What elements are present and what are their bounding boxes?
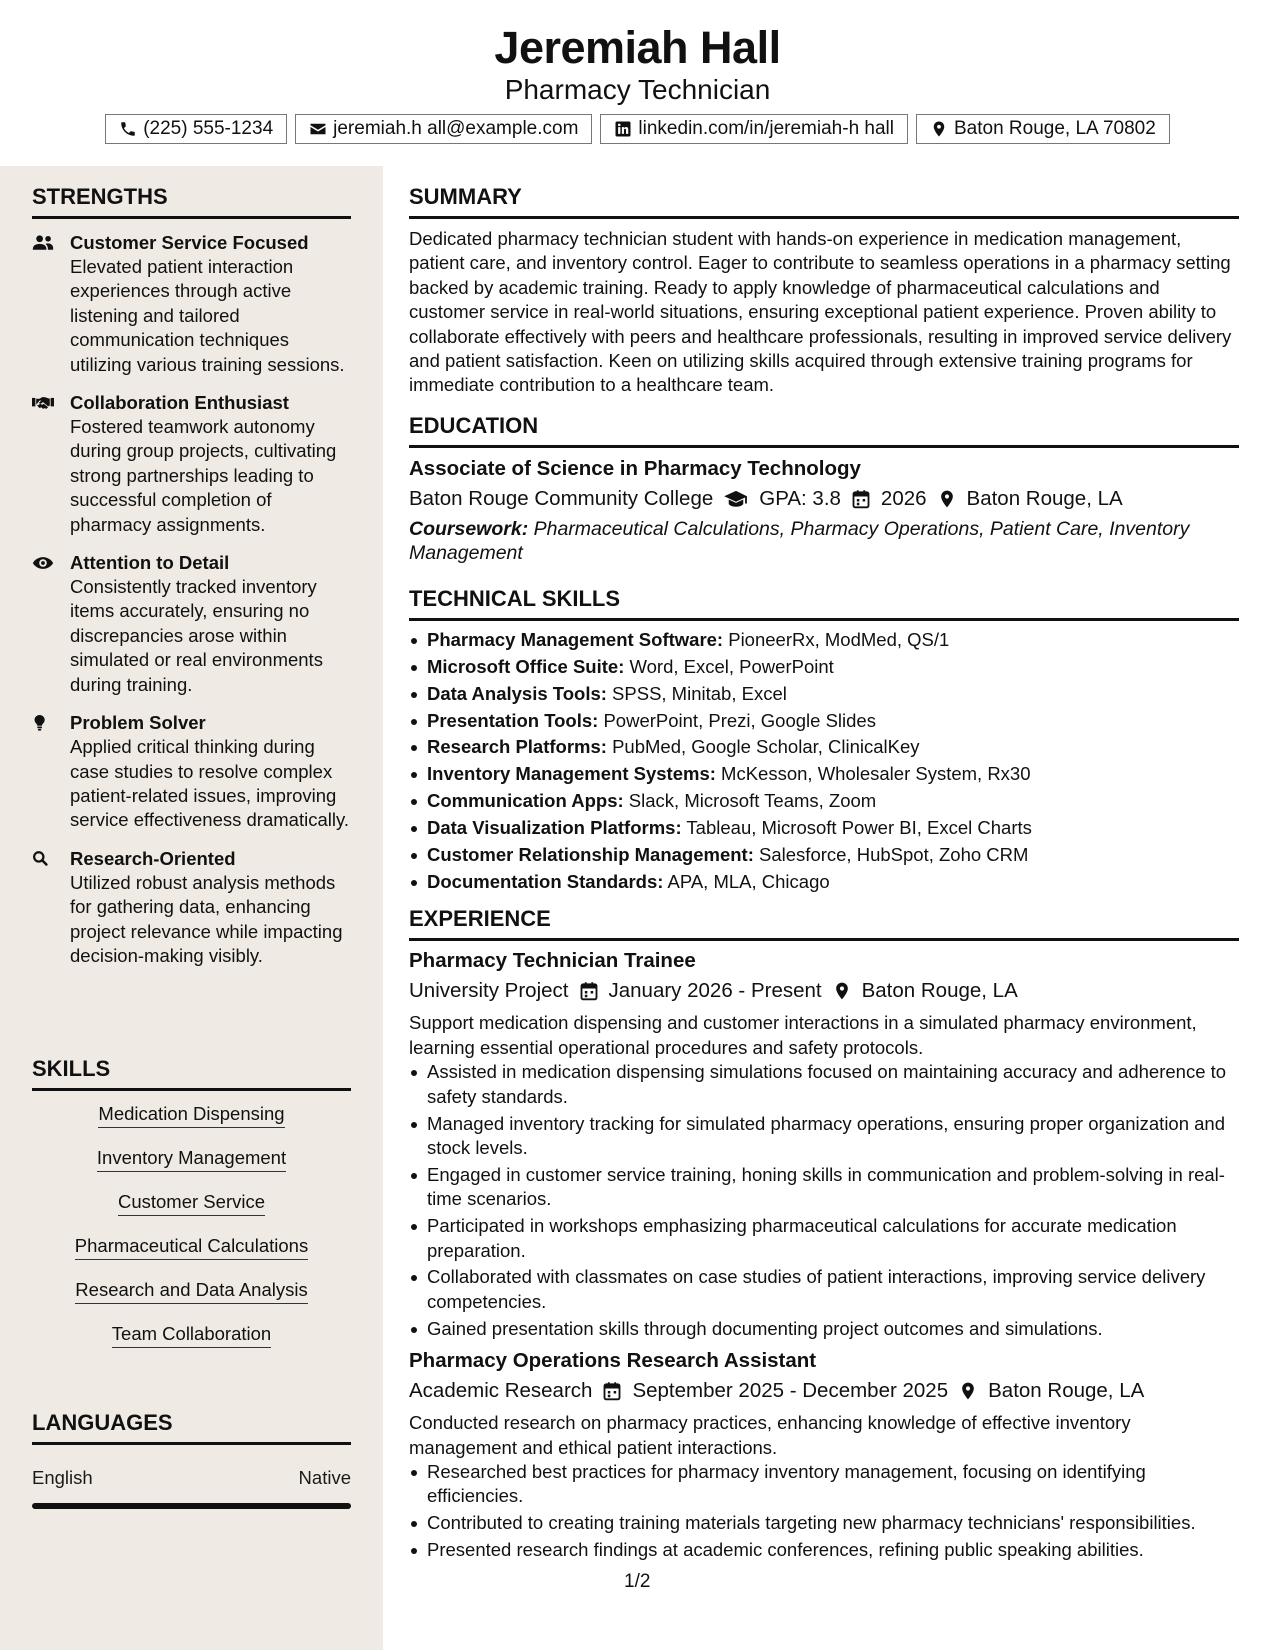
graduation-year: 2026 (880, 486, 927, 510)
sidebar (0, 166, 383, 1650)
strength-title: Research-Oriented (70, 847, 236, 869)
map-pin-icon (958, 1381, 978, 1401)
eye-icon (32, 554, 54, 572)
list-item: Inventory Management Systems: McKesson, Wholesaler System, Rx30 (409, 762, 1239, 786)
phone-contact[interactable] (105, 114, 287, 144)
summary-section (409, 184, 1239, 398)
strength-title: Collaboration Enthusiast (70, 392, 289, 414)
coursework-label: Coursework: (409, 517, 529, 540)
users-icon (32, 234, 54, 252)
list-item: Documentation Standards: APA, MLA, Chicago (409, 870, 1239, 894)
job-dates: September 2025 - December 2025 (632, 1379, 949, 1403)
technical-skills-heading: TECHNICAL SKILLS (409, 586, 1239, 621)
technical-skills-section (409, 586, 1239, 895)
list-item: Collaborated with classmates on case studies of patient interactions, improving service delivery competencies. (409, 1265, 1239, 1314)
education-section (409, 413, 1239, 565)
summary-heading: SUMMARY (409, 184, 1239, 219)
education-location: Baton Rouge, LA (966, 486, 1123, 510)
list-item: Managed inventory tracking for simulated pharmacy operations, ensuring proper organization and stock levels. (409, 1112, 1239, 1161)
degree-title: Associate of Science in Pharmacy Technology (409, 456, 861, 480)
list-item: Contributed to creating training materials targeting new pharmacy technicians' responsibilities. (409, 1511, 1239, 1535)
job-summary: Conducted research on pharmacy practices, enhancing knowledge of effective inventory management and ethical patient interactions. (409, 1412, 1131, 1458)
calendar-icon (851, 489, 871, 509)
strength-item (32, 551, 351, 697)
job-summary: Support medication dispensing and customer interactions in a simulated pharmacy environment, learning essential operational procedures and safety protocols. (409, 1012, 1197, 1058)
phone-text: (225) 555-1234 (143, 118, 274, 139)
email-contact[interactable] (295, 114, 592, 144)
job-entry (409, 1349, 1239, 1562)
strength-desc: Fostered teamwork autonomy during group projects, cultivating strong partnerships leading to successful completion of pharmacy assignments. (70, 416, 337, 535)
resume-header (0, 0, 1275, 166)
languages-heading: LANGUAGES (32, 1410, 351, 1445)
strength-item (32, 711, 351, 833)
strength-desc: Utilized robust analysis methods for gathering data, enhancing project relevance while impacting decision-making visibly. (70, 871, 343, 966)
graduation-cap-icon (723, 489, 749, 509)
coursework-list: Pharmaceutical Calculations, Pharmacy Operations, Patient Care, Inventory Management (409, 517, 1190, 564)
school-name: Baton Rouge Community College (409, 486, 714, 510)
list-item: Microsoft Office Suite: Word, Excel, PowerPoint (409, 655, 1239, 679)
linkedin-contact[interactable] (600, 114, 908, 144)
map-pin-icon (937, 489, 957, 509)
skills-section (32, 1056, 351, 1367)
job-org: Academic Research (409, 1379, 593, 1403)
list-item: Presented research findings at academic conferences, refining public speaking abilities. (409, 1538, 1239, 1562)
strength-title: Customer Service Focused (70, 232, 309, 253)
strength-title: Problem Solver (70, 712, 206, 734)
skill-tag: Research and Data Analysis (75, 1279, 307, 1304)
calendar-icon (579, 981, 599, 1001)
job-title: Pharmacy Technician Trainee (409, 949, 696, 973)
languages-section (32, 1410, 351, 1509)
job-title: Pharmacy Operations Research Assistant (409, 1349, 817, 1373)
candidate-title: Pharmacy Technician (504, 74, 771, 105)
page-number: 1/2 (624, 1571, 651, 1592)
list-item: Assisted in medication dispensing simulations focused on maintaining accuracy and adherence to safety standards. (409, 1060, 1239, 1109)
strength-desc: Consistently tracked inventory items accurately, ensuring no discrepancies arose within simulated or real environments during training. (70, 576, 323, 695)
list-item: Gained presentation skills through documenting project outcomes and simulations. (409, 1317, 1239, 1341)
list-item: Presentation Tools: PowerPoint, Prezi, Google Slides (409, 709, 1239, 733)
coursework (409, 517, 1239, 565)
list-item: Data Visualization Platforms: Tableau, Microsoft Power BI, Excel Charts (409, 816, 1239, 840)
skill-tag: Customer Service (118, 1191, 265, 1216)
linkedin-text: linkedin.com/in/jeremiah-h hall (638, 118, 894, 139)
list-item: Communication Apps: Slack, Microsoft Teams, Zoom (409, 789, 1239, 813)
language-row (32, 1467, 351, 1489)
map-pin-icon (832, 981, 852, 1001)
list-item: Participated in workshops emphasizing pharmaceutical calculations for accurate medication preparation. (409, 1214, 1239, 1263)
strengths-section (32, 184, 351, 968)
job-location: Baton Rouge, LA (988, 1379, 1145, 1403)
strengths-heading: STRENGTHS (32, 184, 351, 219)
job-meta (409, 979, 1239, 1003)
list-item: Researched best practices for pharmacy inventory management, focusing on identifying efficiencies. (409, 1460, 1239, 1509)
education-meta (409, 487, 1239, 511)
list-item: Pharmacy Management Software: PioneerRx, ModMed, QS/1 (409, 628, 1239, 652)
job-meta (409, 1379, 1239, 1403)
strength-title: Attention to Detail (70, 552, 230, 574)
main-content (383, 166, 1275, 1650)
envelope-icon (309, 120, 327, 138)
email-text: jeremiah.h all@example.com (333, 118, 579, 139)
language-proficiency-bar (32, 1503, 351, 1509)
list-item: Data Analysis Tools: SPSS, Minitab, Excel (409, 682, 1239, 706)
location-text: Baton Rouge, LA 70802 (954, 118, 1156, 139)
main-column (409, 184, 1239, 1565)
search-icon (32, 850, 54, 868)
list-item: Research Platforms: PubMed, Google Scholar, ClinicalKey (409, 735, 1239, 759)
strength-item (32, 231, 351, 377)
job-dates: January 2026 - Present (608, 979, 822, 1003)
calendar-icon (602, 1381, 622, 1401)
strength-item (32, 391, 351, 537)
language-name: English (32, 1467, 93, 1488)
strength-item (32, 847, 351, 969)
list-item: Engaged in customer service training, honing skills in communication and problem-solving in real-time scenarios. (409, 1163, 1239, 1212)
list-item: Customer Relationship Management: Salesforce, HubSpot, Zoho CRM (409, 843, 1239, 867)
job-bullets (409, 1060, 1239, 1341)
skill-tag: Team Collaboration (112, 1323, 271, 1348)
summary-text: Dedicated pharmacy technician student with hands-on experience in medication management, patient care, and inventory control. Eager to contribute to seamless operations in a pharmacy setting backed by academic training. Ready to apply knowledge of pharmaceutical calculations and customer service in real-world situations, ensuring exceptional patient experience. Proven ability to collaborate effectively with peers and healthcare professionals, resulting in improved service delivery and patient satisfaction. Keen on utilizing skills acquired through extensive training programs for immediate contribution to a healthcare team. (409, 228, 1232, 396)
experience-heading: EXPERIENCE (409, 906, 1239, 941)
location-contact (916, 114, 1170, 144)
skills-list (32, 1103, 351, 1367)
skills-heading: SKILLS (32, 1056, 351, 1091)
gpa-text: GPA: 3.8 (759, 486, 841, 510)
job-location: Baton Rouge, LA (861, 979, 1018, 1003)
job-org: University Project (409, 979, 569, 1003)
candidate-name: Jeremiah Hall (494, 22, 781, 73)
handshake-icon (32, 394, 54, 412)
job-entry (409, 949, 1239, 1341)
experience-section (409, 906, 1239, 1562)
contact-bar (0, 114, 1275, 144)
strength-desc: Elevated patient interaction experiences through active listening and tailored communication techniques utilizing various training sessions. (70, 256, 345, 375)
skill-tag: Inventory Management (97, 1147, 286, 1172)
skill-tag: Pharmaceutical Calculations (75, 1235, 308, 1260)
job-bullets (409, 1460, 1239, 1563)
language-level: Native (298, 1467, 351, 1488)
education-heading: EDUCATION (409, 413, 1239, 448)
technical-skills-list (409, 628, 1239, 895)
strength-desc: Applied critical thinking during case studies to resolve complex patient-related issues, improving service effectiveness dramatically. (70, 736, 349, 831)
map-pin-icon (930, 120, 948, 138)
lightbulb-icon (32, 714, 54, 732)
skill-tag: Medication Dispensing (98, 1103, 284, 1128)
phone-icon (119, 120, 137, 138)
linkedin-icon (614, 120, 632, 138)
